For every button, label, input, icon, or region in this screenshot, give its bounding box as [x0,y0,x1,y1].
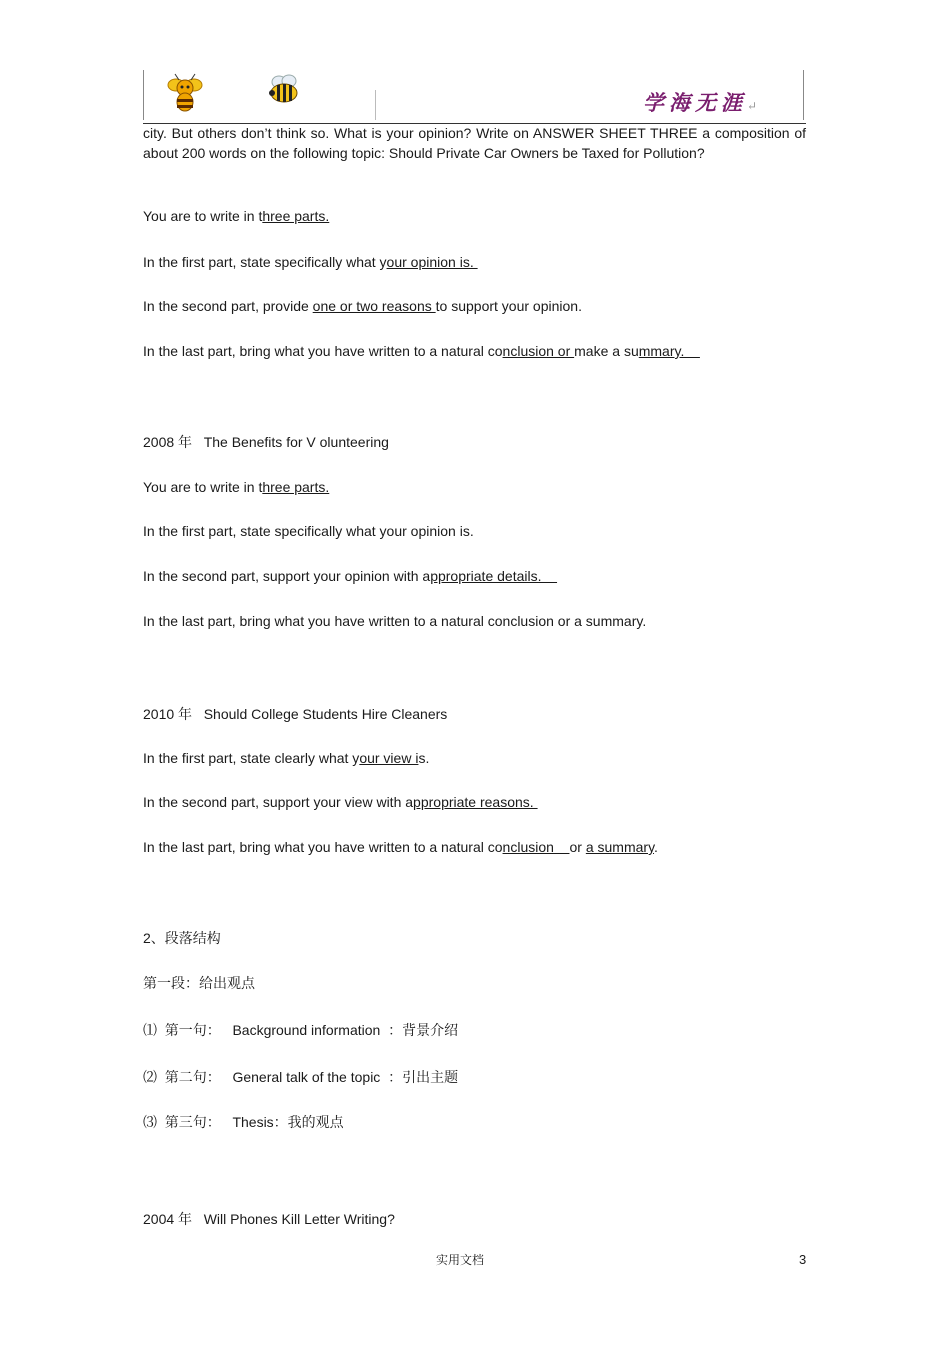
s2-line-1: You are to write in three parts. [143,479,330,495]
header-mid-rule [375,90,376,120]
structure-item-2: ⑵ 第二句： General talk of the topic ：引出主题 [143,1069,459,1085]
s2-title: 2008 年 The Benefits for V olunteering [143,434,389,450]
s3-line-3: In the last part, bring what you have written to a natural conclusion or a summary. [143,839,658,855]
structure-item-1: ⑴ 第一句： Background information ：背景介绍 [143,1022,459,1038]
s1-line-2: In the first part, state specifically what your opinion is. [143,254,478,270]
s1-line-4: In the last part, bring what you have written to a natural conclusion or make a summary. [143,343,700,359]
s1-line-1: You are to write in three parts. [143,208,330,224]
structure-para-1: 第一段：给出观点 [143,975,255,991]
s2-line-3: In the second part, support your opinion with appropriate details. [143,568,558,584]
bee-icon [265,74,303,106]
header-left-rule [143,70,144,120]
bee-mascot-icon [163,72,207,114]
structure-heading: 2、段落结构 [143,930,221,946]
page-number: 3 [799,1252,807,1267]
s1-line-3: In the second part, provide one or two reasons to support your opinion. [143,298,582,314]
s3-title: 2010 年 Should College Students Hire Cleaners [143,706,448,722]
page-header [143,68,806,124]
s2-line-4: In the last part, bring what you have written to a natural conclusion or a summary. [143,613,647,629]
intro-paragraph: city. But others don’t think so. What is your opinion? Write on ANSWER SHEET THREE a composition of about 200 words on the following topic: Should Private Car Owners be Taxed for Pollution? [143,125,806,161]
header-right-rule [803,70,804,120]
structure-item-3: ⑶ 第三句： Thesis：我的观点 [143,1114,344,1130]
header-motto: 学海无涯↵ [643,90,758,115]
s3-line-2: In the second part, support your view with appropriate reasons. [143,794,538,810]
s3-line-1: In the first part, state clearly what your view is. [143,750,430,766]
footer-label: 实用文档 [436,1253,485,1267]
s4-title: 2004 年 Will Phones Kill Letter Writing? [143,1211,395,1227]
s2-line-2: In the first part, state specifically what your opinion is. [143,523,474,539]
